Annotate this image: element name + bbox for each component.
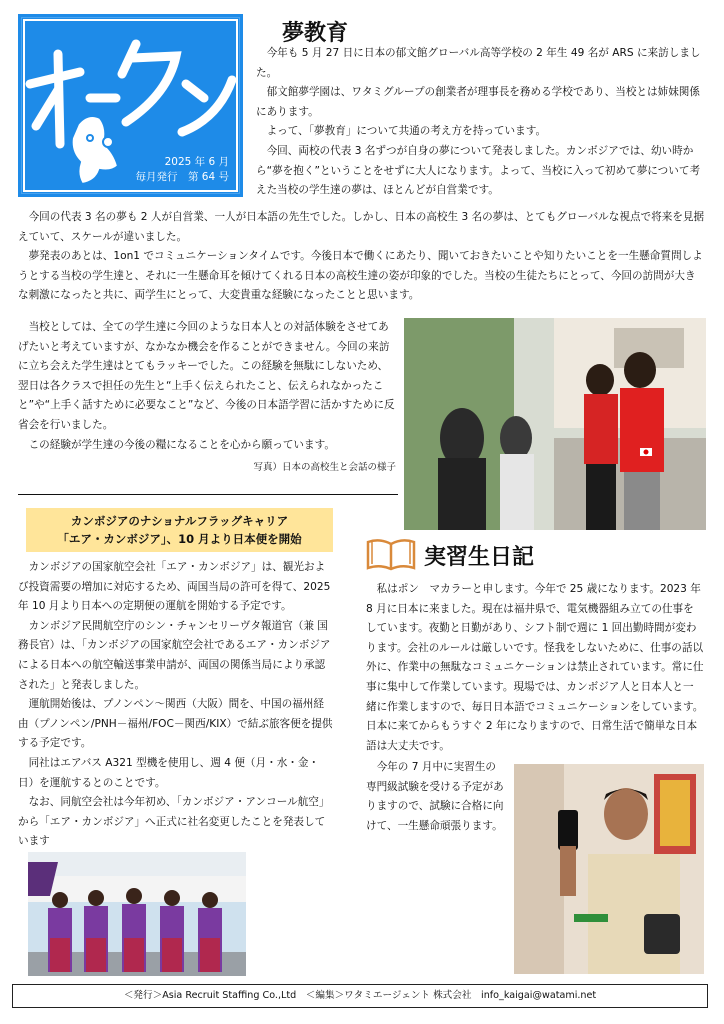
article3-paragraph: 私はポン マカラーと申します。今年で 25 歳になります。2023 年 8 月に日本に来ました。現在は福井県で、電気機器組み立ての仕事をしています。夜勤と日勤があり、シフト制で週に 1 回出勤時間が変わります。会社のルールは厳しいです。怪我をしないために、仕事の話以外に、作業中の無駄なコミュニケーションは禁止されています。常に仕事に集中して作業しています。現場では、カンボジア人と日本人と一緒に作業しますので、毎日日本語でコミュニケーションをしています。日本に来てからもうすぐ 2 年になりますので、日常生活で簡単な日本語は大丈夫です。 <box>366 583 704 752</box>
article2-body <box>18 558 334 852</box>
airline-headline-line2: 「エア・カンボジア」、10 月より日本便を開始 <box>57 532 302 546</box>
article2-paragraph: カンボジア民間航空庁のシン・チャンセリーヴタ報道官（兼 国務長官）は、「カンボジアの国家航空会社であるエア・カンボジアによる日本への航空輸送事業申請が、両国の関係当局により承認された」と発表しました。 <box>18 619 331 691</box>
issue-date: 2025 年 6 月 <box>164 156 229 168</box>
photo-cabin-crew <box>28 852 246 976</box>
article1-intro <box>256 44 704 201</box>
photo-students-conversation <box>404 318 706 530</box>
airline-headline-line1: カンボジアのナショナルフラッグキャリア <box>70 514 289 528</box>
article1-paragraph: よって、「夢教育」について共通の考え方を持っています。 <box>266 125 547 138</box>
article2-paragraph: カンボジアの国家航空会社「エア・カンボジア」は、観光および投資需要の増加に対応するため、両国当局の許可を得て、2025 年 10 月より日本への定期便の運航を開始する予定です。 <box>18 561 331 613</box>
article1-paragraph: この経験が学生達の今後の糧になることを心から願っています。 <box>28 438 335 451</box>
photo-intern-selfie <box>514 764 704 974</box>
article-title-dream-education: 夢教育 <box>282 21 349 46</box>
article-title-intern-diary: 実習生日記 <box>424 545 535 570</box>
photo-caption: 写真）日本の高校生と会話の様子 <box>253 462 396 474</box>
article1-paragraph: 夢発表のあとは、1on1 でコミュニケーションタイムです。今後日本で働くにあたり、聞いておきたいことや知りたいことを一生懸命質問しようとする当校の学生達と、それに一生懸命耳を傾けてくれる日本の高校生達の姿が印象的でした。当校の生徒たちにとって、今回の訪問が大きな刺激になったと共に、両学生にとって、大変貴重な経験になったことと思います。 <box>18 250 703 302</box>
article1-paragraph: 今年も 5 月 27 日に日本の郁文館グローバル高等学校の 2 年生 49 名が ARS に来訪しました。 <box>256 47 701 79</box>
article3-body <box>366 580 704 756</box>
airline-headline-box <box>26 508 333 552</box>
article1-paragraph: 今回、両校の代表 3 名ずつが自身の夢について発表しました。カンボジアでは、幼い時から“夢を抱く”ということをせずに大人になります。よって、当校に入って初めて夢について考えた当校の学生達の夢は、ほとんどが自営業です。 <box>256 144 701 197</box>
intern-selfie-graphic <box>514 764 704 974</box>
article2-paragraph: 運航開始後は、プノンペン～関西（大阪）間を、中国の福州経由（プノンペン/PNH－福州/FOC－関西/KIX）で結ぶ旅客便を提供する予定です。 <box>18 698 333 750</box>
article2-paragraph: なお、同航空会社は今年初め、「カンボジア・アンコール航空」から「エア・カンボジア」へ正式に社名変更したことを発表しています <box>18 796 330 848</box>
section-divider <box>18 494 398 495</box>
article2-paragraph: 同社はエアバス A321 型機を使用し、週 4 便（月・水・金・日）を運航するとのことです。 <box>18 756 320 789</box>
article3-closing <box>366 758 506 836</box>
article1-body <box>18 208 706 306</box>
footer-publisher-info: ＜発行＞Asia Recruit Staffing Co.,Ltd ＜編集＞ワタミエージェント 株式会社 info_kaigai@watami.net <box>12 984 708 1008</box>
cabin-crew-photo-graphic <box>28 852 246 976</box>
article1-paragraph: 郁文館夢学園は、ワタミグループの創業者が理事長を務める学校であり、当校とは姉妹関係にあります。 <box>256 86 700 118</box>
article1-paragraph: 今回の代表 3 名の夢も 2 人が自営業、一人が日本語の先生でした。しかし、日本の高校生 3 名の夢は、とてもグローバルな視点で将来を見据えていて、スケールが違いました。 <box>18 211 705 243</box>
issue-number: 毎月発行 第 64 号 <box>135 171 229 183</box>
open-book-icon <box>364 536 418 572</box>
students-photo-graphic <box>404 318 706 530</box>
newsletter-logo <box>18 14 243 197</box>
article1-paragraph: 当校としては、全ての学生達に今回のような日本人との対話体験をさせてあげたいと考えていますが、なかなか機会を作ることができません。今回の来訪に立ち会えた学生達はとてもラッキーでした。この経験を無駄にしないため、翌日は各クラスで担任の先生と“上手く伝えられたこと、伝えられなかったこと”や“上手く話すために必要なこと”など、今後の日本語学習に活かすために反省会を行いました。 <box>18 321 395 431</box>
article3-paragraph: 今年の 7 月中に実習生の専門級試験を受ける予定がありますので、試験に合格に向けて、一生懸命頑張ります。 <box>366 761 504 832</box>
article1-left-column <box>18 318 396 473</box>
